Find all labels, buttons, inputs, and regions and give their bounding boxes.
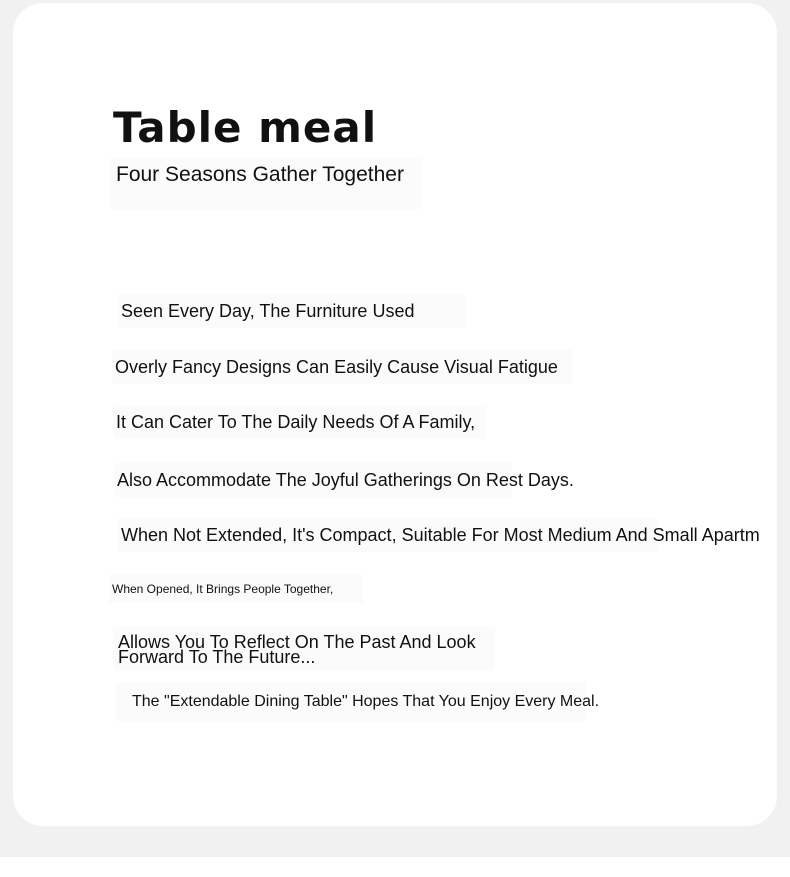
text-line-7: Allows You To Reflect On The Past And Look Forward To The Future... [113,627,495,671]
text-line-2: Overly Fancy Designs Can Easily Cause Visual Fatigue [112,350,572,384]
text-line-5: When Not Extended, It's Compact, Suitable For Most Medium And Small Apartm [117,518,657,552]
subtitle: Four Seasons Gather Together [110,157,422,209]
content-card [13,3,777,826]
text-line-6: When Opened, It Brings People Together, [109,575,363,603]
text-line-4: Also Accommodate The Joyful Gatherings On Rest Days. [114,463,512,497]
page-title: Table meal [113,103,378,152]
text-line-3: It Can Cater To The Daily Needs Of A Family, [113,405,486,439]
text-line-1: Seen Every Day, The Furniture Used [118,294,465,328]
closing-line: The "Extendable Dining Table" Hopes That You Enjoy Every Meal. [116,683,586,721]
